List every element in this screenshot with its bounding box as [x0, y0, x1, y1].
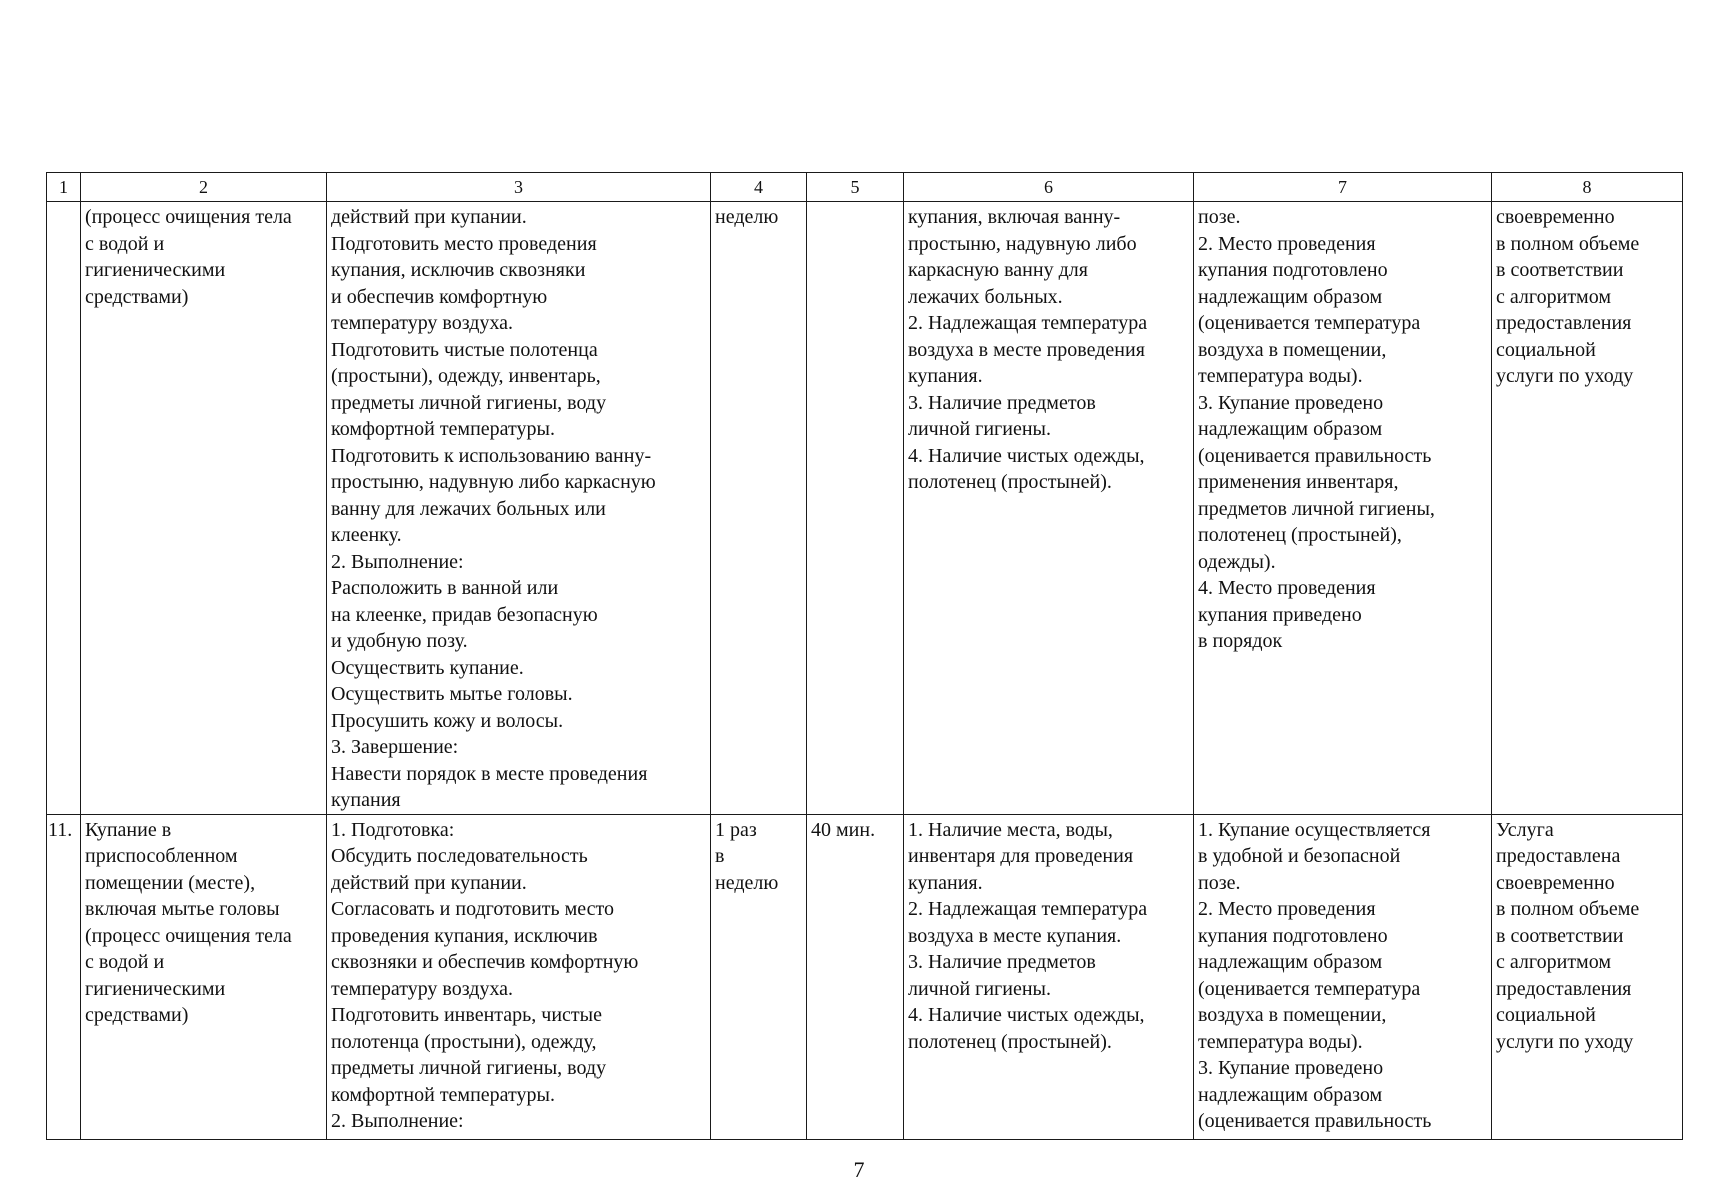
header-row — [47, 173, 1683, 202]
duration-cell — [807, 202, 904, 815]
header-col-1: 1 — [47, 173, 81, 202]
row-number-cell — [47, 202, 81, 815]
header-col-4: 4 — [711, 173, 807, 202]
table-row-11 — [47, 814, 1683, 1139]
header-col-2: 2 — [81, 173, 327, 202]
quality-indicators-cell: позе. 2. Место проведения купания подготовлено надлежащим образом (оценивается температура воздуха в помещении, температура воды). 3. Купание проведено надлежащим образом (оценивается правильность применения инвентаря, предметов личной гигиены, полотенец (простыней), одежды). 4. Место проведения купания приведено в порядок — [1194, 202, 1492, 815]
service-description-cell: 1. Подготовка: Обсудить последовательность действий при купании. Согласовать и подготовить место проведения купания, исключив сквозняки и обеспечив комфортную температуру воздуха. Подготовить инвентарь, чистые полотенца (простыни), одежду, предметы личной гигиены, воду комфортной температуры. 2. Выполнение: — [327, 814, 711, 1139]
duration-cell: 40 мин. — [807, 814, 904, 1139]
table-row-continued — [47, 202, 1683, 815]
services-table — [46, 172, 1683, 1140]
header-col-8: 8 — [1492, 173, 1683, 202]
volume-indicators-cell: 1. Наличие места, воды, инвентаря для проведения купания. 2. Надлежащая температура воздуха в месте купания. 3. Наличие предметов личной гигиены. 4. Наличие чистых одежды, полотенец (простыней). — [904, 814, 1194, 1139]
service-description-cell: действий при купании. Подготовить место проведения купания, исключив сквозняки и обеспечив комфортную температуру воздуха. Подготовить чистые полотенца (простыни), одежду, инвентарь, предметы личной гигиены, воду комфортной температуры. Подготовить к использованию ванну- простыню, надувную либо каркасную ванну для лежачих больных или клеенку. 2. Выполнение: Расположить в ванной или на клеенке, придав безопасную и удобную позу. Осуществить купание. Осуществить мытье головы. Просушить кожу и волосы. 3. Завершение: Навести порядок в месте проведения купания — [327, 202, 711, 815]
header-col-6: 6 — [904, 173, 1194, 202]
header-col-5: 5 — [807, 173, 904, 202]
frequency-cell: 1 раз в неделю — [711, 814, 807, 1139]
frequency-cell: неделю — [711, 202, 807, 815]
header-col-7: 7 — [1194, 173, 1492, 202]
row-number-cell: 11. — [47, 814, 81, 1139]
result-evaluation-cell: Услуга предоставлена своевременно в полном объеме в соответствии с алгоритмом предоставления социальной услуги по уходу — [1492, 814, 1683, 1139]
result-evaluation-cell: своевременно в полном объеме в соответствии с алгоритмом предоставления социальной услуги по уходу — [1492, 202, 1683, 815]
header-col-3: 3 — [327, 173, 711, 202]
page-number: 7 — [853, 1157, 865, 1182]
volume-indicators-cell: купания, включая ванну- простыню, надувную либо каркасную ванну для лежачих больных. 2. Надлежащая температура воздуха в месте проведения купания. 3. Наличие предметов личной гигиены. 4. Наличие чистых одежды, полотенец (простыней). — [904, 202, 1194, 815]
quality-indicators-cell: 1. Купание осуществляется в удобной и безопасной позе. 2. Место проведения купания подготовлено надлежащим образом (оценивается температура воздуха в помещении, температура воды). 3. Купание проведено надлежащим образом (оценивается правильность — [1194, 814, 1492, 1139]
service-name-cell: (процесс очищения тела с водой и гигиеническими средствами) — [81, 202, 327, 815]
service-name-cell: Купание в приспособленном помещении (месте), включая мытье головы (процесс очищения тела с водой и гигиеническими средствами) — [81, 814, 327, 1139]
